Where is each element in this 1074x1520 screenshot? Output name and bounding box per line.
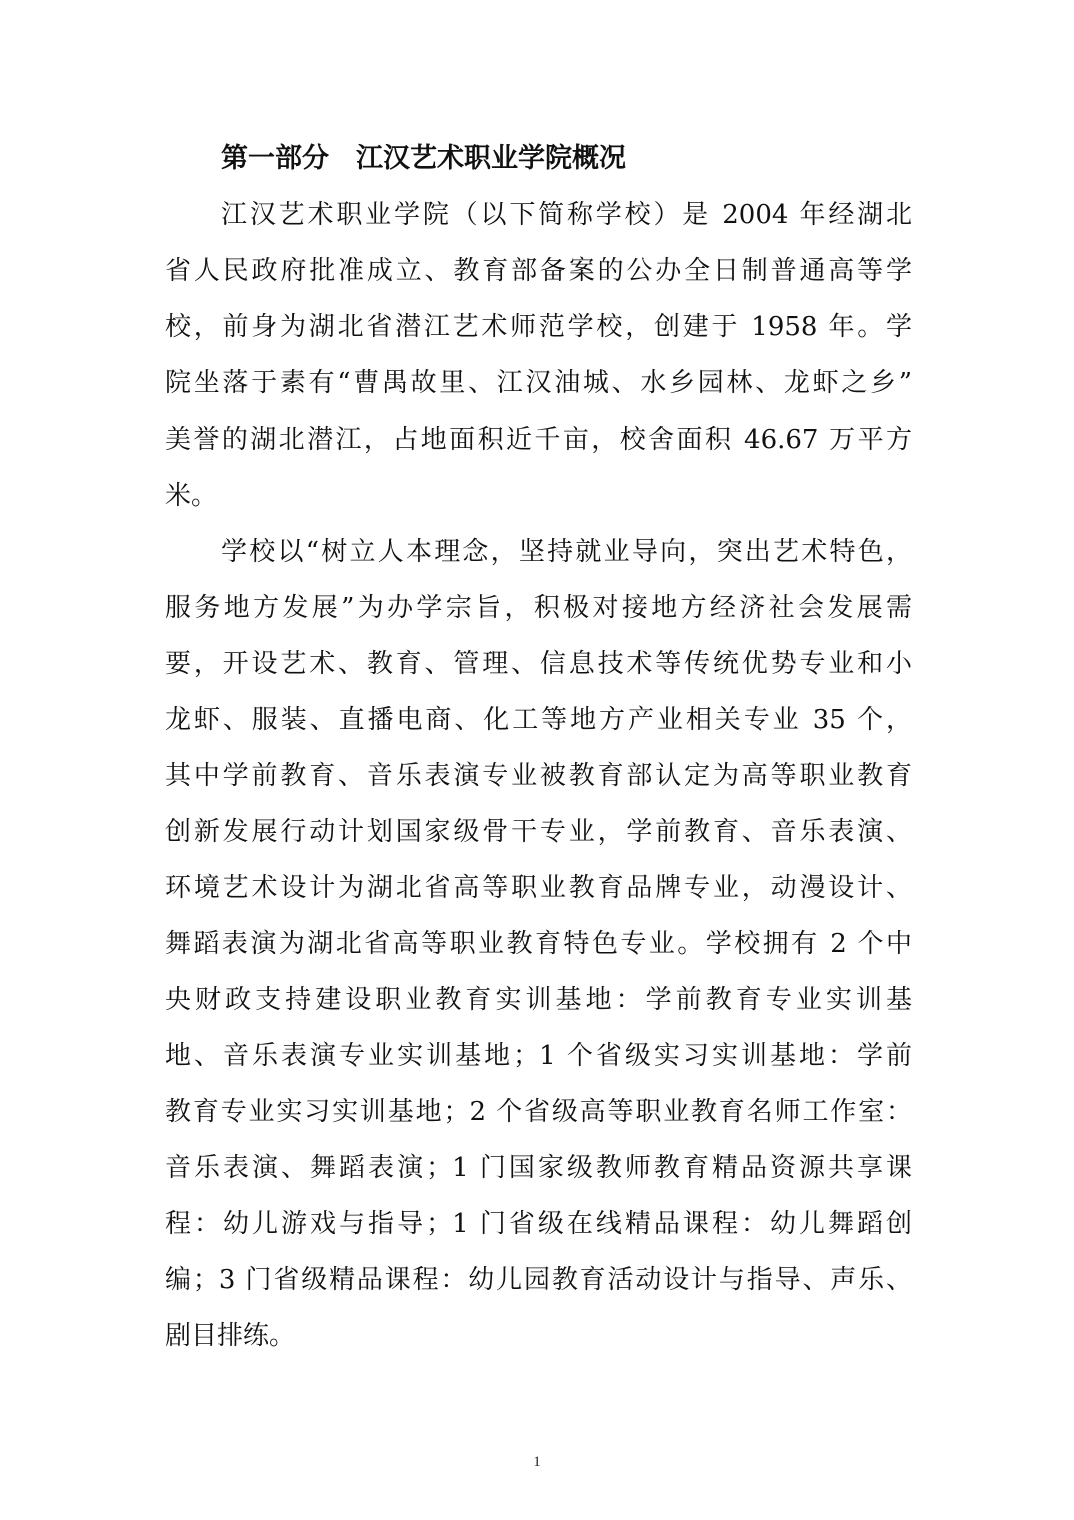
- paragraph-2-line-10: 地、音乐表演专业实训基地；1 个省级实习实训基地：学前: [165, 1041, 912, 1071]
- paragraph-2-line-2: 服务地方发展”为办学宗旨，积极对接地方经济社会发展需: [165, 593, 912, 623]
- paragraph-2-line-4: 龙虾、服装、直播电商、化工等地方产业相关专业 35 个，: [165, 705, 912, 735]
- paragraph-2-line-1: 学校以“树立人本理念，坚持就业导向，突出艺术特色，: [221, 537, 912, 567]
- section-heading: 第一部分 江汉艺术职业学院概况: [221, 143, 626, 174]
- paragraph-2-line-6: 创新发展行动计划国家级骨干专业，学前教育、音乐表演、: [165, 817, 912, 847]
- paragraph-1-line-1: 江汉艺术职业学院（以下简称学校）是 2004 年经湖北: [221, 200, 912, 230]
- paragraph-2-line-3: 要，开设艺术、教育、管理、信息技术等传统优势专业和小: [165, 649, 912, 679]
- paragraph-2-line-15: 剧目排练。: [165, 1321, 296, 1351]
- paragraph-2-line-7: 环境艺术设计为湖北省高等职业教育品牌专业，动漫设计、: [165, 873, 912, 903]
- paragraph-2-line-5: 其中学前教育、音乐表演专业被教育部认定为高等职业教育: [165, 761, 912, 791]
- paragraph-1-line-3: 校，前身为湖北省潜江艺术师范学校，创建于 1958 年。学: [165, 312, 912, 342]
- paragraph-1-line-5: 美誉的湖北潜江，占地面积近千亩，校舍面积 46.67 万平方: [165, 425, 912, 455]
- paragraph-2-line-8: 舞蹈表演为湖北省高等职业教育特色专业。学校拥有 2 个中: [165, 929, 912, 959]
- paragraph-1-line-4: 院坐落于素有“曹禺故里、江汉油城、水乡园林、龙虾之乡”: [165, 368, 912, 398]
- paragraph-1-line-2: 省人民政府批准成立、教育部备案的公办全日制普通高等学: [165, 256, 912, 286]
- paragraph-2-line-9: 央财政支持建设职业教育实训基地：学前教育专业实训基: [165, 985, 912, 1015]
- paragraph-2-line-12: 音乐表演、舞蹈表演；1 门国家级教师教育精品资源共享课: [165, 1153, 912, 1183]
- page-number: 1: [533, 1454, 541, 1470]
- paragraph-2-line-14: 编；3 门省级精品课程：幼儿园教育活动设计与指导、声乐、: [165, 1265, 912, 1295]
- paragraph-1-line-6: 米。: [165, 481, 218, 511]
- paragraph-2-line-11: 教育专业实习实训基地；2 个省级高等职业教育名师工作室：: [165, 1097, 912, 1127]
- paragraph-2-line-13: 程：幼儿游戏与指导；1 门省级在线精品课程：幼儿舞蹈创: [165, 1209, 912, 1239]
